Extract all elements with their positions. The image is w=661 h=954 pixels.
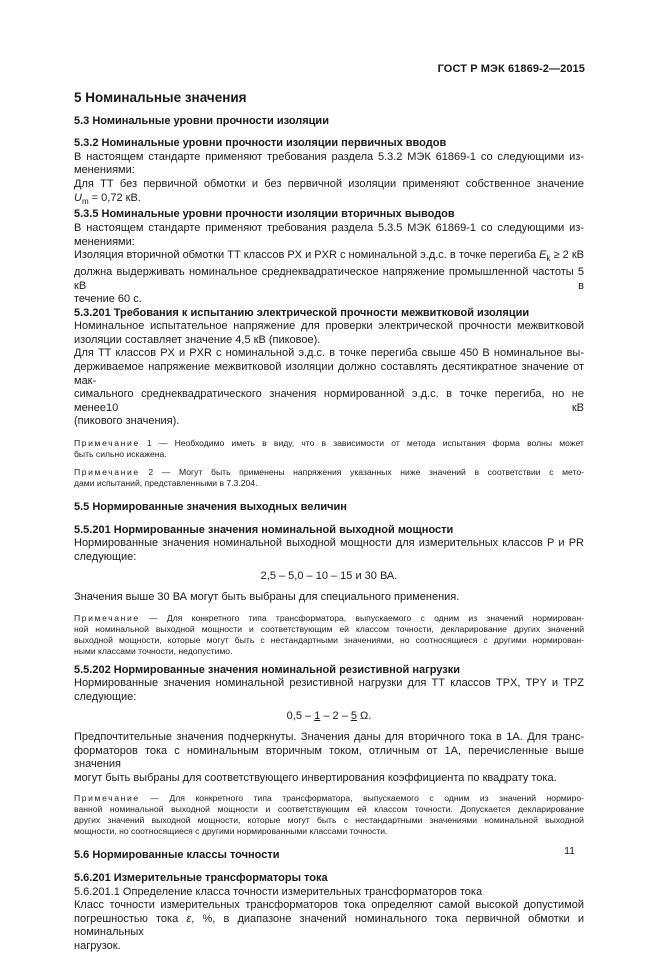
paragraph-line: Значения выше 30 ВА могут быть выбраны для специального применения. — [74, 591, 460, 603]
paragraph-line: течение 60 с. — [74, 293, 142, 306]
note-text: 1 — Необходимо иметь в виду, что в зависимости от метода испытания форма волны может — [139, 438, 584, 449]
paragraph-line: могут быть выбраны для соответствующего инвертирования коэффициента по квадрату тока. — [74, 771, 557, 784]
variable-u: U — [74, 191, 82, 204]
section-5-5-201-title: 5.5.201 Нормированные значения номинальной выходной мощности — [74, 523, 454, 536]
paragraph-line: менениями: — [74, 235, 135, 248]
paragraph-line: форматоров тока с номинальным вторичным током, отличным от 1А, перечисленные выше значения — [74, 744, 584, 771]
section-5-3-5-title: 5.3.5 Номинальные уровни прочности изоляции вторичных выводов — [74, 208, 455, 221]
paragraph-line: Для ТТ без первичной обмотки и без первичной изоляции применяют собственное значение — [74, 177, 584, 190]
section-5-6-201-title: 5.6.201 Измерительные трансформаторы тока — [74, 871, 328, 884]
paragraph-line: изоляции составляет значение 4,5 кВ (пиковое). — [74, 333, 321, 346]
note-line: ной номинальной выходной мощности и соответствующим ей классом точности, декларирование других значений — [74, 623, 584, 634]
note-line: выходной мощности, которые могут быть с нестандартными значениями, но соотносящиеся с другими нормирован- — [74, 634, 584, 645]
variable-e: E — [539, 249, 547, 262]
subscript-k: k — [546, 254, 551, 264]
text-pre: Изоляция вторичной обмотки ТТ классов PX и PXR с номинальной э.д.с. в точке перегиба — [74, 249, 540, 262]
value-text: = 0,72 кВ. — [88, 191, 141, 204]
variable-epsilon: ε — [186, 912, 192, 925]
document-code-header: ГОСТ Р МЭК 61869-2—2015 — [437, 63, 585, 75]
note-line: ванной номинальной выходной мощности и соответствующим ей классом точности. Допускается декларирование — [74, 804, 584, 815]
note-text: — Для конкретного типа трансформатора, выпускаемого с одним из значений нормирован- — [139, 612, 584, 623]
note-line: других значений выходной мощности, которые могут быть с нестандартными значениями номинальной выходной — [74, 815, 584, 826]
paragraph-line: должна выдерживать номинальное среднеквадратическое напряжение промышленной частоты 5 кВ в — [74, 265, 584, 292]
section-5-3-2-title: 5.3.2 Номинальные уровни прочности изоляции первичных вводов — [74, 137, 447, 150]
note-text: 2 — Могут быть применены напряжения указанных ниже значений в соответствии с мето- — [139, 467, 584, 478]
note-line: быть сильно искажена. — [74, 449, 167, 460]
note-line — [74, 613, 584, 624]
note-line — [74, 438, 584, 449]
section-5-5-202-title: 5.5.202 Нормированные значения номинальной резистивной нагрузки — [74, 663, 460, 676]
paragraph-line: Предпочтительные значения подчеркнуты. Значения даны для вторичного тока в 1А. Для транс- — [74, 730, 584, 743]
subscript-m: m — [81, 196, 89, 206]
note-line: ными классами точности, недопустимо. — [74, 645, 233, 656]
formula-part-preferred: 5 — [350, 710, 357, 723]
paragraph-line: Номинальное испытательное напряжение для проверки электрической прочности межвитковой — [74, 320, 584, 333]
formula-part-preferred: 1 — [314, 710, 321, 723]
formula-part: 0,5 – — [286, 710, 315, 723]
section-5-5-title: 5.5 Нормированные значения выходных величин — [74, 501, 347, 514]
paragraph-line: В настоящем стандарте применяют требования раздела 5.3.5 МЭК 61869-1 со следующими из- — [74, 221, 584, 234]
note-1 — [74, 438, 584, 460]
section-5-3-title: 5.3 Номинальные уровни прочности изоляции — [74, 114, 329, 127]
note-line: мощности, но соотносящиеся с другими нормированными классами точности. — [74, 826, 388, 837]
section-5-6-title: 5.6 Нормированные классы точности — [74, 849, 280, 862]
paragraph-line-formula — [74, 249, 584, 266]
paragraph-line-formula — [74, 913, 584, 940]
formula-part: Ω. — [357, 710, 372, 723]
subsection-5-6-201-1: 5.6.201.1 Определение класса точности измерительных трансформаторов тока — [74, 885, 483, 898]
page-content — [74, 91, 584, 954]
page-number: 11 — [564, 845, 575, 857]
text-post: , %, в диапазоне значений номинального тока первичной обмотки и номинальных — [74, 912, 584, 939]
text-post: ≥ 2 кВ — [550, 249, 584, 262]
note-burden — [74, 793, 584, 837]
paragraph-line: следующие: — [74, 550, 137, 563]
note-label: Примечание — [74, 467, 140, 478]
paragraph-line: Класс точности измерительных трансформаторов тока определяют самой высокой допустимой — [74, 899, 584, 912]
paragraph-line: нагрузок. — [74, 939, 121, 952]
note-text: — Для конкретного типа трансформатора, выпускаемого с одним из значений нормиро- — [139, 793, 584, 804]
formula-power-values: 2,5 – 5,0 – 10 – 15 и 30 ВА. — [260, 570, 398, 583]
note-line: дами испытаний, представленными в 7.3.204. — [74, 478, 258, 489]
paragraph-line: (пикового значения). — [74, 415, 180, 428]
note-label: Примечание — [74, 793, 140, 804]
paragraph-line: Нормированные значения номинальной выходной мощности для измерительных классов Р и PR — [74, 537, 584, 550]
paragraph-line: следующие: — [74, 690, 137, 703]
note-power — [74, 613, 584, 657]
note-label: Примечание — [74, 438, 140, 449]
formula-burden-values — [74, 710, 584, 724]
paragraph-line: симального среднеквадратического значения нормированной э.д.с. в точке перегиба, но не менее10 кВ — [74, 388, 584, 414]
note-line — [74, 467, 584, 478]
section-5-title: 5 Номинальные значения — [74, 90, 247, 105]
paragraph-line: менениями: — [74, 164, 135, 177]
paragraph-line: В настоящем стандарте применяют требования раздела 5.3.2 МЭК 61869-1 со следующими из- — [74, 150, 584, 163]
note-line — [74, 793, 584, 804]
paragraph-line: держиваемое напряжение межвитковой изоляции должно составлять десятикратное значение от мак- — [74, 361, 584, 387]
paragraph-line-formula — [74, 192, 584, 209]
paragraph-line: Нормированные значения номинальной резистивной нагрузки для ТТ классов TPX, TPY и TPZ — [74, 677, 584, 690]
formula-part: – 2 – — [320, 710, 351, 723]
note-label: Примечание — [74, 612, 140, 623]
section-5-3-201-title: 5.3.201 Требования к испытанию электрической прочности межвитковой изоляции — [74, 306, 530, 319]
text-pre: погрешностью тока — [74, 912, 187, 925]
note-2 — [74, 467, 584, 489]
paragraph-line: Для ТТ классов PX и PXR с номинальной э.д.с. в точке перегиба свыше 450 В номинальное вы- — [74, 347, 584, 360]
